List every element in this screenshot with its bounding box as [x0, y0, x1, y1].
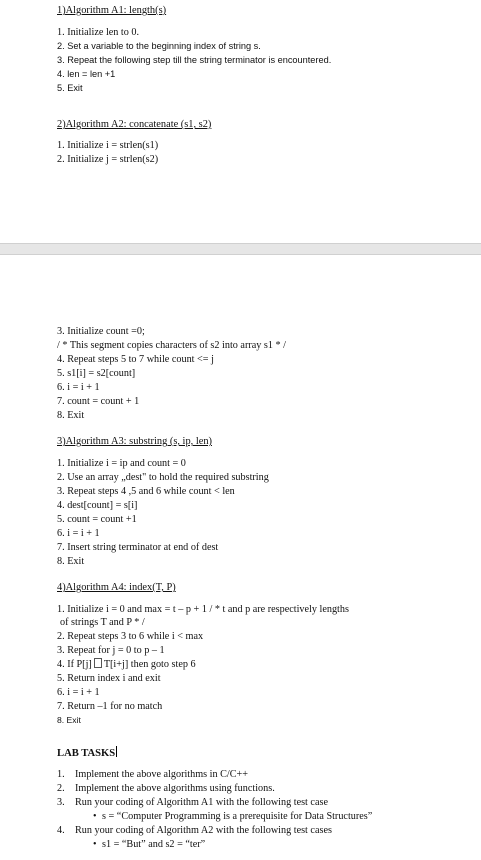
a4-step-4-start: 4. If P[j] [57, 659, 92, 670]
lab-tasks-heading-text: LAB TASKS [57, 748, 116, 759]
bullet-icon: • [93, 811, 97, 822]
a2-step: 7. count = count + 1 [57, 396, 140, 407]
a3-step: 4. dest[count] = s[i] [57, 500, 138, 511]
a2-step: 5. s1[i] = s2[count] [57, 368, 136, 379]
a1-step: 1. Initialize len to 0. [57, 27, 140, 38]
lab-task: Run your coding of Algorithm A1 with the following test case [75, 797, 328, 808]
bullet-icon: • [93, 839, 97, 850]
lab-task-number: 4. [57, 825, 65, 836]
a1-step: 5. Exit [57, 83, 83, 93]
algorithm-a1-heading: 1)Algorithm A1: length(s) [57, 5, 167, 16]
algorithm-a2-heading: 2)Algorithm A2: concatenate (s1, s2) [57, 119, 212, 130]
a2-step: 2. Initialize j = strlen(s2) [57, 154, 159, 165]
algorithm-a3-heading: 3)Algorithm A3: substring (s, ip, len) [57, 436, 212, 447]
a4-step: 5. Return index i and exit [57, 673, 161, 684]
page-break [0, 243, 481, 255]
a3-step: 6. i = i + 1 [57, 528, 100, 539]
document-page-1 [0, 0, 481, 243]
a4-step [57, 658, 196, 671]
a1-step: 2. Set a variable to the beginning index of string s. [57, 41, 261, 51]
a2-step: 4. Repeat steps 5 to 7 while count <= j [57, 354, 214, 365]
a4-step: 2. Repeat steps 3 to 6 while i < max [57, 631, 204, 642]
a3-step: 3. Repeat steps 4 ,5 and 6 while count < len [57, 486, 235, 497]
a2-step: 6. i = i + 1 [57, 382, 100, 393]
a3-step: 2. Use an array „dest" to hold the required substring [57, 472, 269, 483]
lab-task-bullet: s = “Computer Programming is a prerequisite for Data Structures” [102, 811, 373, 822]
not-equal-symbol-icon [94, 658, 102, 668]
lab-task: Implement the above algorithms in C/C++ [75, 769, 249, 780]
lab-task-bullet: s1 = “But” and s2 = “ter” [102, 839, 206, 850]
a4-step: 8. Exit [57, 715, 81, 725]
lab-task-number: 3. [57, 797, 65, 808]
a3-step: 8. Exit [57, 556, 85, 567]
a1-step: 3. Repeat the following step till the string terminator is encountered. [57, 55, 332, 65]
a1-step: 4. len = len +1 [57, 69, 116, 79]
lab-task: Implement the above algorithms using functions. [75, 783, 275, 794]
a4-step-continuation: of strings T and P * / [60, 617, 145, 628]
a3-step: 5. count = count +1 [57, 514, 137, 525]
a2-comment: / * This segment copies characters of s2 into array s1 * / [57, 340, 286, 351]
a4-step: 7. Return –1 for no match [57, 701, 163, 712]
text-cursor [116, 746, 117, 757]
algorithm-a4-heading: 4)Algorithm A4: index(T, P) [57, 582, 176, 593]
a4-step-4-end: T[i+j] then goto step 6 [103, 659, 196, 670]
a2-step: 3. Initialize count =0; [57, 326, 145, 337]
a4-step: 3. Repeat for j = 0 to p – 1 [57, 645, 165, 656]
a2-step: 1. Initialize i = strlen(s1) [57, 140, 159, 151]
lab-task-number: 2. [57, 783, 65, 794]
a3-step: 1. Initialize i = ip and count = 0 [57, 458, 186, 469]
lab-task: Run your coding of Algorithm A2 with the following test cases [75, 825, 332, 836]
a4-step: 6. i = i + 1 [57, 687, 100, 698]
a4-step: 1. Initialize i = 0 and max = t – p + 1 / * t and p are respectively lengths [57, 604, 349, 615]
lab-tasks-heading [57, 746, 117, 760]
lab-task-number: 1. [57, 769, 65, 780]
a3-step: 7. Insert string terminator at end of dest [57, 542, 219, 553]
a2-step: 8. Exit [57, 410, 85, 421]
